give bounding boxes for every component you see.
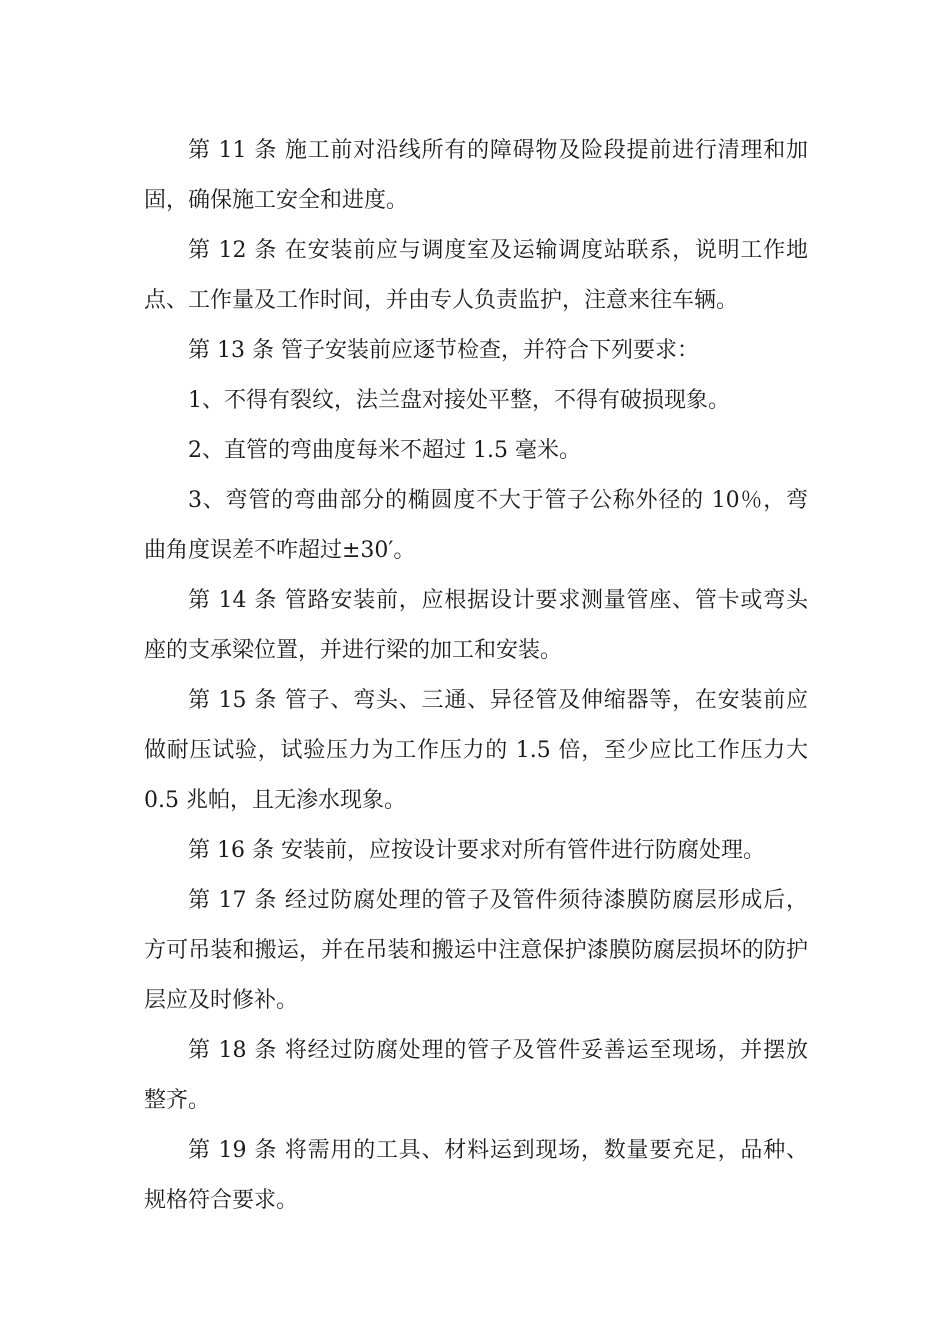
paragraph-article-18: 第 18 条 将经过防腐处理的管子及管件妥善运至现场，并摆放整齐。	[144, 1038, 808, 1113]
paragraph-article-12: 第 12 条 在安装前应与调度室及运输调度站联系，说明工作地点、工作量及工作时间，并由专人负责监护，注意来往车辆。	[144, 238, 808, 313]
document-body	[144, 126, 808, 1226]
paragraph-article-13: 第 13 条 管子安装前应逐节检查，并符合下列要求：	[188, 338, 699, 363]
paragraph-article-16: 第 16 条 安装前，应按设计要求对所有管件进行防腐处理。	[188, 838, 765, 863]
paragraph-article-11: 第 11 条 施工前对沿线所有的障碍物及险段提前进行清理和加固，确保施工安全和进度。	[144, 138, 808, 213]
paragraph-article-17: 第 17 条 经过防腐处理的管子及管件须待漆膜防腐层形成后，方可吊装和搬运，并在吊装和搬运中注意保护漆膜防腐层损坏的防护层应及时修补。	[144, 888, 808, 1013]
list-item-requirement-1: 1、不得有裂纹，法兰盘对接处平整，不得有破损现象。	[188, 388, 730, 413]
paragraph-article-14: 第 14 条 管路安装前，应根据设计要求测量管座、管卡或弯头座的支承梁位置，并进行梁的加工和安装。	[144, 588, 808, 663]
list-item-requirement-3: 3、弯管的弯曲部分的椭圆度不大于管子公称外径的 10％，弯曲角度误差不咋超过±30′。	[144, 488, 808, 563]
paragraph-article-19: 第 19 条 将需用的工具、材料运到现场，数量要充足，品种、规格符合要求。	[144, 1138, 808, 1213]
paragraph-article-15: 第 15 条 管子、弯头、三通、异径管及伸缩器等，在安装前应做耐压试验，试验压力为工作压力的 1.5 倍，至少应比工作压力大 0.5 兆帕，且无渗水现象。	[144, 688, 808, 813]
list-item-requirement-2: 2、直管的弯曲度每米不超过 1.5 毫米。	[188, 438, 581, 463]
